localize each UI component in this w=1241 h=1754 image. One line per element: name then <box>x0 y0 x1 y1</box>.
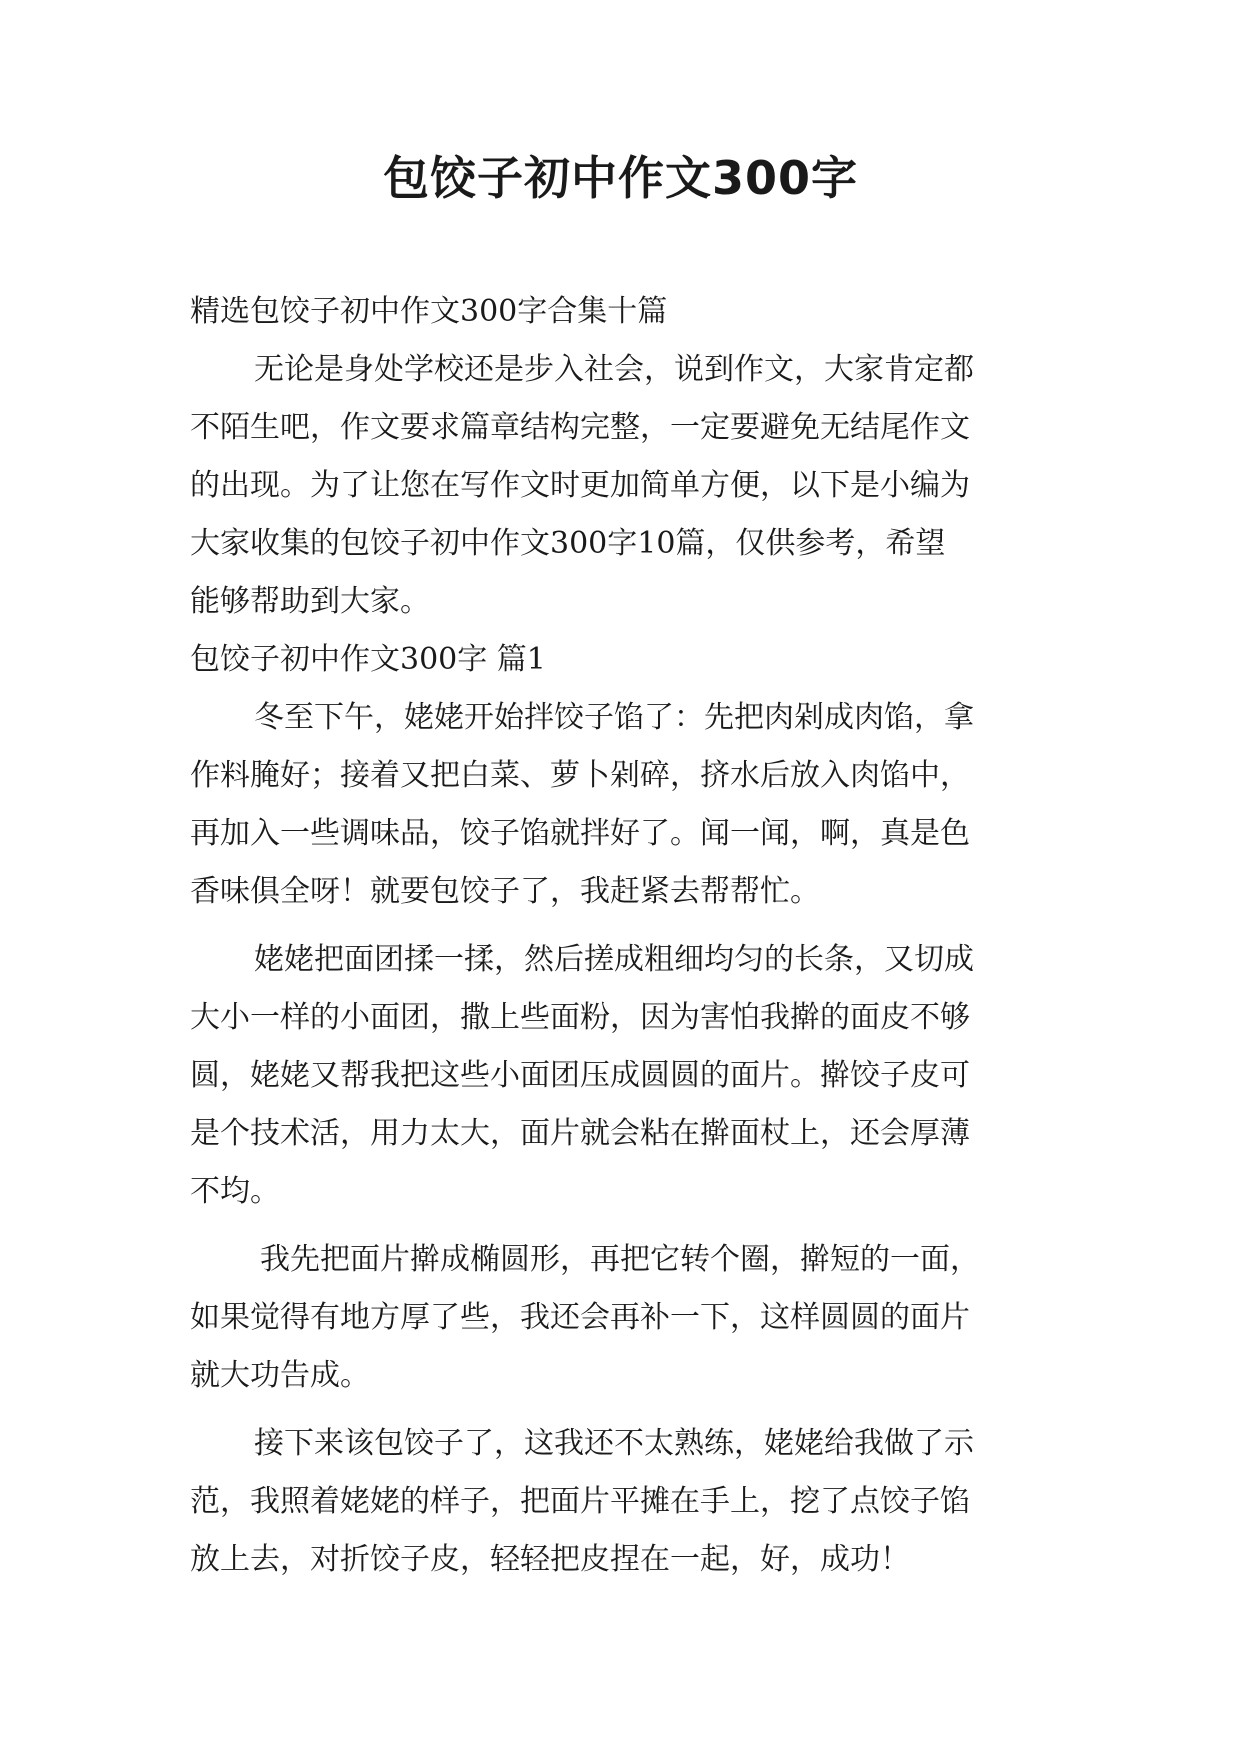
paragraph-line: 范，我照着姥姥的样子，把面片平摊在手上，挖了点饺子馅 <box>190 1484 970 1519</box>
paragraph-line: 圆，姥姥又帮我把这些小面团压成圆圆的面片。擀饺子皮可 <box>190 1058 970 1093</box>
paragraph-4 <box>190 1415 1054 1589</box>
paragraph-line: 是个技术活，用力太大，面片就会粘在擀面杖上，还会厚薄 <box>190 1116 970 1151</box>
paragraph-spacer <box>190 1405 1054 1415</box>
document-body <box>190 283 1054 1589</box>
paragraph-3 <box>190 1231 1054 1405</box>
paragraph-line: 放上去，对折饺子皮，轻轻把皮捏在一起，好，成功！ <box>190 1542 910 1577</box>
paragraph-line: 不均。 <box>190 1174 280 1209</box>
paragraph-line: 能够帮助到大家。 <box>190 584 430 619</box>
paragraph-line: 不陌生吧，作文要求篇章结构完整，一定要避免无结尾作文 <box>190 410 970 445</box>
paragraph-line: 大家收集的包饺子初中作文300字10篇，仅供参考，希望 <box>190 526 946 561</box>
paragraph-line: 接下来该包饺子了，这我还不太熟练，姥姥给我做了示 <box>254 1426 974 1461</box>
document-title: 包饺子初中作文300字 <box>382 151 859 205</box>
paragraph-spacer <box>190 921 1054 931</box>
paragraph-2 <box>190 931 1054 1221</box>
paragraph-spacer <box>190 1221 1054 1231</box>
paragraph-line: 无论是身处学校还是步入社会，说到作文，大家肯定都 <box>254 352 974 387</box>
paragraph-line: 如果觉得有地方厚了些，我还会再补一下，这样圆圆的面片 <box>190 1300 970 1335</box>
paragraph-line: 就大功告成。 <box>190 1358 370 1393</box>
section-heading: 包饺子初中作文300字 篇1 <box>190 642 546 677</box>
paragraph-line: 再加入一些调味品，饺子馅就拌好了。闻一闻，啊，真是色 <box>190 816 970 851</box>
paragraph-line: 我先把面片擀成椭圆形，再把它转个圈，擀短的一面， <box>260 1242 980 1277</box>
paragraph-1 <box>190 689 1054 921</box>
paragraph-line: 的出现。为了让您在写作文时更加简单方便，以下是小编为 <box>190 468 970 503</box>
document-subtitle: 精选包饺子初中作文300字合集十篇 <box>190 294 668 329</box>
intro-paragraph <box>190 341 1054 631</box>
paragraph-line: 香味俱全呀！就要包饺子了，我赶紧去帮帮忙。 <box>190 874 820 909</box>
paragraph-line: 姥姥把面团揉一揉，然后搓成粗细均匀的长条，又切成 <box>254 942 974 977</box>
paragraph-line: 作料腌好；接着又把白菜、萝卜剁碎，挤水后放入肉馅中， <box>190 758 970 793</box>
paragraph-line: 大小一样的小面团，撒上些面粉，因为害怕我擀的面皮不够 <box>190 1000 970 1035</box>
paragraph-line: 冬至下午，姥姥开始拌饺子馅了：先把肉剁成肉馅，拿 <box>254 700 974 735</box>
